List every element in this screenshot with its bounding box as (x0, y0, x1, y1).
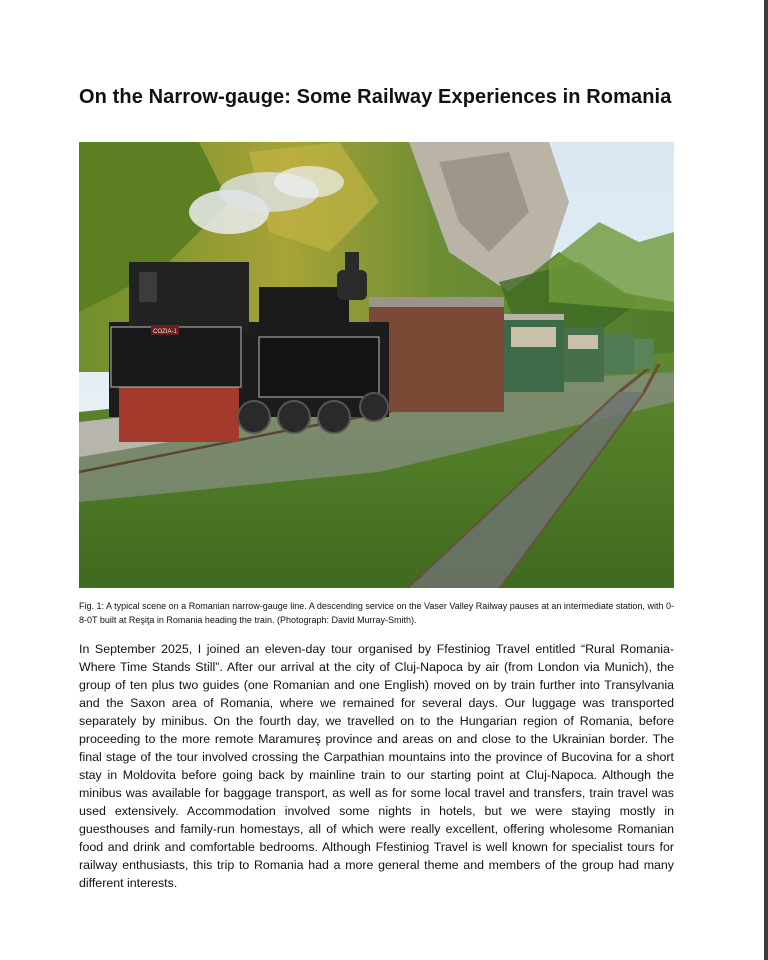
loco-number-plate: COZIA-1 (153, 329, 177, 335)
page-edge (764, 0, 768, 960)
article-title: On the Narrow-gauge: Some Railway Experiences in Romania (79, 86, 672, 108)
train-photo (79, 142, 674, 588)
figure-caption: Fig. 1: A typical scene on a Romanian narrow-gauge line. A descending service on the Vaser Valley Railway pauses at an intermediate station, with 0-8-0T built at Reşiţa in Romania heading the train. (Photograph: David Murray-Smith). (79, 601, 674, 625)
locomotive (109, 252, 389, 442)
body-paragraph: In September 2025, I joined an eleven-day tour organised by Ffestiniog Travel entitled “Rural Romania- Where Time Stands Still”. After our arrival at the city of Cluj-Napoca by air (from London via Munich), the group of ten plus two guides (one Romanian and one English) moved on by train further into Transylvania and the Saxon area of Romania, where we remained for several days. Our luggage was transported separately by minibus. On the fourth day, we travelled on to the Hungarian region of Romania, before proceeding to the more remote Maramureş province and areas on and close to the Ukrainian border. The final stage of the tour involved crossing the Carpathian mountains into the province of Bucovina for a short stay in Moldovita before going back by mainline train to our starting point at Cluj-Napoca. Although the minibus was available for baggage transport, as well as for some local travel and transfers, train travel was used extensively. Accommodation involved some nights in hotels, but we were staying mostly in guesthouses and family-run homestays, all of which were really excellent, offering wholesome Romanian food and drink and comfortable bedrooms. Although Ffestiniog Travel is well known for specialist tours for railway enthusiasts, this trip to Romania had a more general theme and members of the group had many different interests. (79, 642, 674, 890)
